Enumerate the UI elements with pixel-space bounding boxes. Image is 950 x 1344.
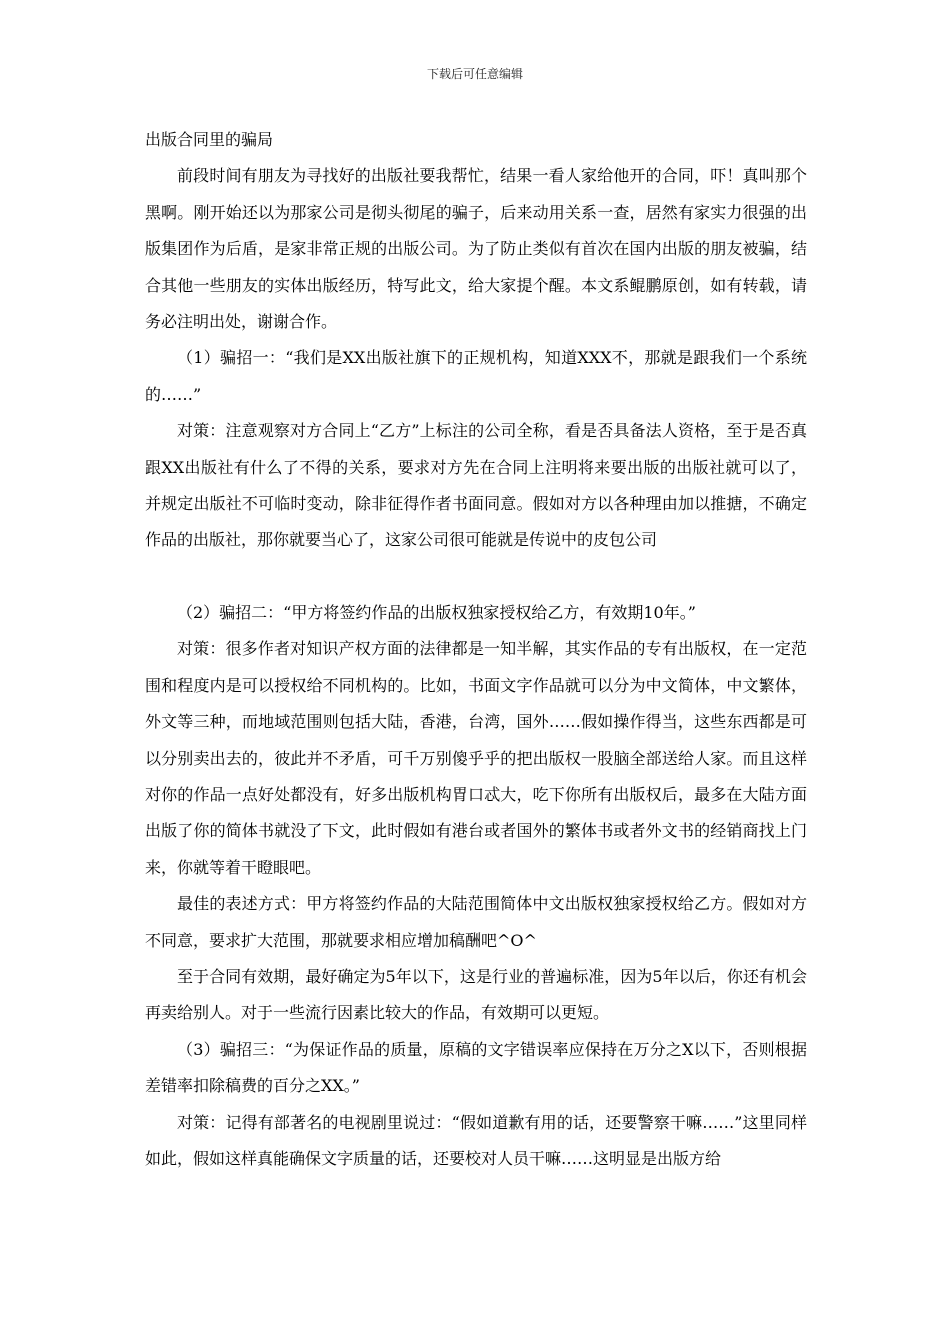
paragraph-trick-2: （2）骗招二：“甲方将签约作品的出版权独家授权给乙方，有效期10年。” bbox=[177, 602, 696, 622]
document-title: 出版合同里的骗局 bbox=[145, 130, 274, 149]
document-body bbox=[145, 122, 807, 1177]
paragraph-countermeasure-3: 对策：记得有部著名的电视剧里说过：“假如道歉有用的话，还要警察干嘛……”这里同样如此，假如这样真能确保文字质量的话，还要校对人员干嘛……这明显是出版方给 bbox=[145, 1112, 807, 1168]
paragraph-trick-1: （1）骗招一：“我们是XX出版社旗下的正规机构，知道XXX不，那就是跟我们一个系统的……” bbox=[145, 348, 807, 404]
paragraph-intro: 前段时间有朋友为寻找好的出版社要我帮忙，结果一看人家给他开的合同，吓！真叫那个黑啊。刚开始还以为那家公司是彻头彻尾的骗子，后来动用关系一查，居然有家实力很强的出版集团作为后盾，是家非常正规的出版公司。为了防止类似有首次在国内出版的朋友被骗，结合其他一些朋友的实体出版经历，特写此文，给大家提个醒。本文系鲲鹏原创，如有转载，请务必注明出处，谢谢合作。 bbox=[145, 166, 807, 332]
paragraph-best-wording: 最佳的表述方式：甲方将签约作品的大陆范围简体中文出版权独家授权给乙方。假如对方不同意，要求扩大范围，那就要求相应增加稿酬吧^O^ bbox=[145, 894, 807, 950]
page-header: 下载后可任意编辑 bbox=[426, 67, 523, 81]
paragraph-countermeasure-1: 对策：注意观察对方合同上“乙方”上标注的公司全称，看是否具备法人资格，至于是否真跟XX出版社有什么了不得的关系，要求对方先在合同上注明将来要出版的出版社就可以了，并规定出版社不可临时变动，除非征得作者书面同意。假如对方以各种理由加以推搪，不确定作品的出版社，那你就要当心了，这家公司很可能就是传说中的皮包公司 bbox=[145, 421, 807, 550]
paragraph-countermeasure-2: 对策：很多作者对知识产权方面的法律都是一知半解，其实作品的专有出版权，在一定范围和程度内是可以授权给不同机构的。比如，书面文字作品就可以分为中文简体，中文繁体，外文等三种，而地域范围则包括大陆，香港，台湾，国外……假如操作得当，这些东西都是可以分别卖出去的，彼此并不矛盾，可千万别傻乎乎的把出版权一股脑全部送给人家。而且这样对你的作品一点好处都没有，好多出版机构胃口忒大，吃下你所有出版权后，最多在大陆方面出版了你的简体书就没了下文，此时假如有港台或者国外的繁体书或者外文书的经销商找上门来，你就等着干瞪眼吧。 bbox=[145, 639, 807, 877]
paragraph-validity-period: 至于合同有效期，最好确定为5年以下，这是行业的普遍标准，因为5年以后，你还有机会再卖给别人。对于一些流行因素比较大的作品，有效期可以更短。 bbox=[145, 966, 807, 1023]
paragraph-trick-3: （3）骗招三：“为保证作品的质量，原稿的文字错误率应保持在万分之X以下，否则根据差错率扣除稿费的百分之XX。” bbox=[145, 1039, 807, 1096]
